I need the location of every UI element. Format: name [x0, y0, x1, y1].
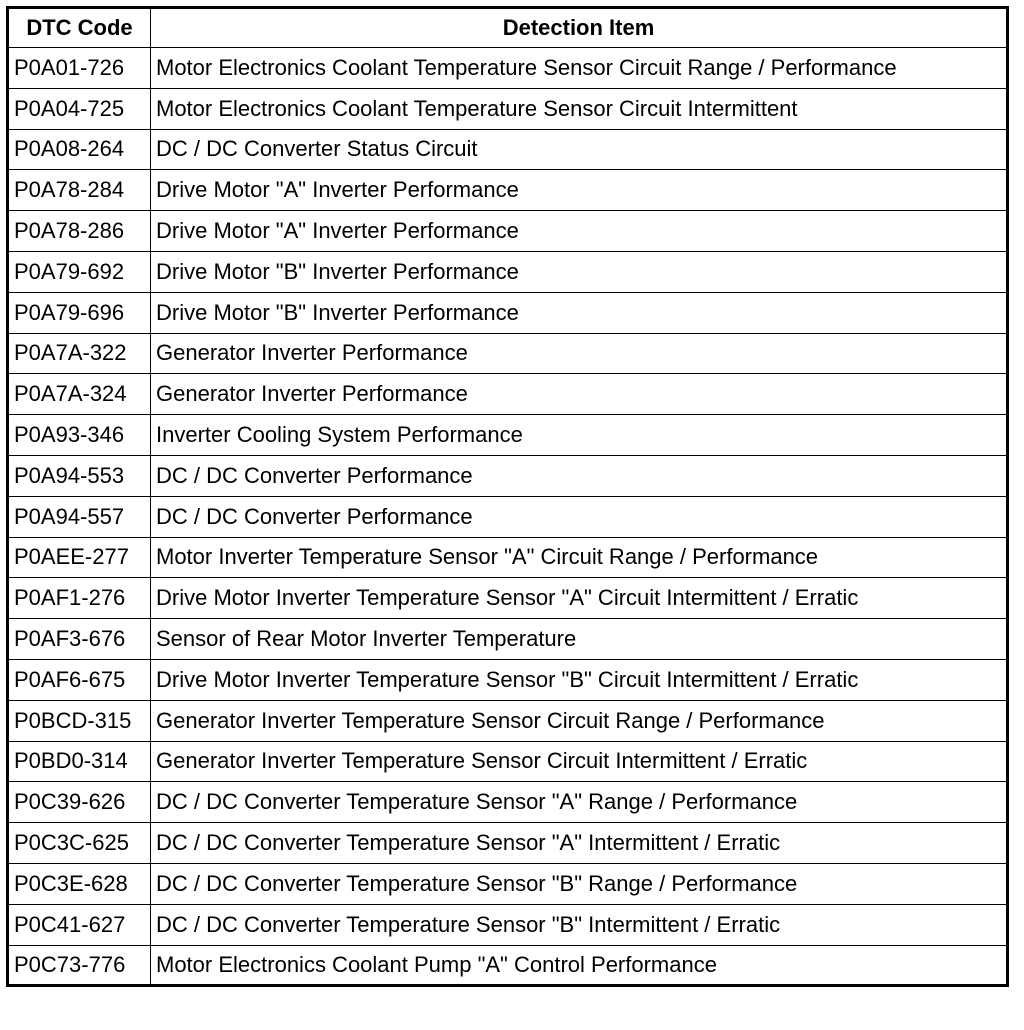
table-row [8, 455, 1008, 496]
table-row [8, 170, 1008, 211]
dtc-code-cell: P0A79-696 [8, 292, 151, 333]
table-row [8, 292, 1008, 333]
dtc-code-cell: P0A94-557 [8, 496, 151, 537]
detection-item-cell: Motor Electronics Coolant Temperature Sensor Circuit Range / Performance [151, 48, 1008, 89]
dtc-code-cell: P0C73-776 [8, 945, 151, 986]
detection-item-cell: DC / DC Converter Performance [151, 496, 1008, 537]
detection-item-cell: DC / DC Converter Temperature Sensor "A" Intermittent / Erratic [151, 823, 1008, 864]
dtc-code-cell: P0A04-725 [8, 88, 151, 129]
table-header [8, 8, 1008, 48]
dtc-code-cell: P0BCD-315 [8, 700, 151, 741]
dtc-code-cell: P0C3C-625 [8, 823, 151, 864]
table-row [8, 374, 1008, 415]
dtc-code-cell: P0A01-726 [8, 48, 151, 89]
dtc-code-cell: P0C39-626 [8, 782, 151, 823]
detection-item-cell: Drive Motor "B" Inverter Performance [151, 251, 1008, 292]
table-row [8, 700, 1008, 741]
dtc-code-cell: P0BD0-314 [8, 741, 151, 782]
detection-item-cell: Motor Electronics Coolant Temperature Sensor Circuit Intermittent [151, 88, 1008, 129]
detection-item-cell: Sensor of Rear Motor Inverter Temperature [151, 619, 1008, 660]
table-row [8, 741, 1008, 782]
header-detection-item: Detection Item [151, 8, 1008, 48]
dtc-code-cell: P0AF1-276 [8, 578, 151, 619]
header-row [8, 8, 1008, 48]
detection-item-cell: Inverter Cooling System Performance [151, 415, 1008, 456]
detection-item-cell: DC / DC Converter Status Circuit [151, 129, 1008, 170]
dtc-code-cell: P0A78-286 [8, 211, 151, 252]
detection-item-cell: Generator Inverter Performance [151, 374, 1008, 415]
table-row [8, 904, 1008, 945]
dtc-code-cell: P0A7A-322 [8, 333, 151, 374]
detection-item-cell: Motor Electronics Coolant Pump "A" Control Performance [151, 945, 1008, 986]
table-row [8, 48, 1008, 89]
dtc-code-cell: P0AF3-676 [8, 619, 151, 660]
detection-item-cell: Generator Inverter Temperature Sensor Circuit Intermittent / Erratic [151, 741, 1008, 782]
table-body [8, 48, 1008, 986]
table-row [8, 619, 1008, 660]
dtc-code-cell: P0A94-553 [8, 455, 151, 496]
table-row [8, 863, 1008, 904]
dtc-code-cell: P0A78-284 [8, 170, 151, 211]
detection-item-cell: Drive Motor Inverter Temperature Sensor "A" Circuit Intermittent / Erratic [151, 578, 1008, 619]
detection-item-cell: Generator Inverter Temperature Sensor Circuit Range / Performance [151, 700, 1008, 741]
detection-item-cell: DC / DC Converter Temperature Sensor "A" Range / Performance [151, 782, 1008, 823]
detection-item-cell: DC / DC Converter Temperature Sensor "B" Range / Performance [151, 863, 1008, 904]
detection-item-cell: Drive Motor Inverter Temperature Sensor "B" Circuit Intermittent / Erratic [151, 659, 1008, 700]
dtc-code-cell: P0A08-264 [8, 129, 151, 170]
dtc-code-cell: P0C3E-628 [8, 863, 151, 904]
dtc-code-cell: P0AF6-675 [8, 659, 151, 700]
table-row [8, 945, 1008, 986]
detection-item-cell: Drive Motor "A" Inverter Performance [151, 170, 1008, 211]
table-row [8, 823, 1008, 864]
dtc-code-cell: P0C41-627 [8, 904, 151, 945]
detection-item-cell: DC / DC Converter Performance [151, 455, 1008, 496]
table-row [8, 537, 1008, 578]
table-row [8, 496, 1008, 537]
detection-item-cell: Drive Motor "B" Inverter Performance [151, 292, 1008, 333]
table-row [8, 88, 1008, 129]
detection-item-cell: Drive Motor "A" Inverter Performance [151, 211, 1008, 252]
table-row [8, 211, 1008, 252]
table-row [8, 578, 1008, 619]
dtc-code-cell: P0A93-346 [8, 415, 151, 456]
detection-item-cell: Generator Inverter Performance [151, 333, 1008, 374]
detection-item-cell: Motor Inverter Temperature Sensor "A" Circuit Range / Performance [151, 537, 1008, 578]
dtc-table [6, 6, 1009, 987]
table-row [8, 251, 1008, 292]
table-row [8, 659, 1008, 700]
table-row [8, 782, 1008, 823]
table-row [8, 415, 1008, 456]
dtc-code-cell: P0A79-692 [8, 251, 151, 292]
dtc-code-cell: P0AEE-277 [8, 537, 151, 578]
detection-item-cell: DC / DC Converter Temperature Sensor "B" Intermittent / Erratic [151, 904, 1008, 945]
table-row [8, 333, 1008, 374]
dtc-code-cell: P0A7A-324 [8, 374, 151, 415]
table-row [8, 129, 1008, 170]
header-dtc-code: DTC Code [8, 8, 151, 48]
